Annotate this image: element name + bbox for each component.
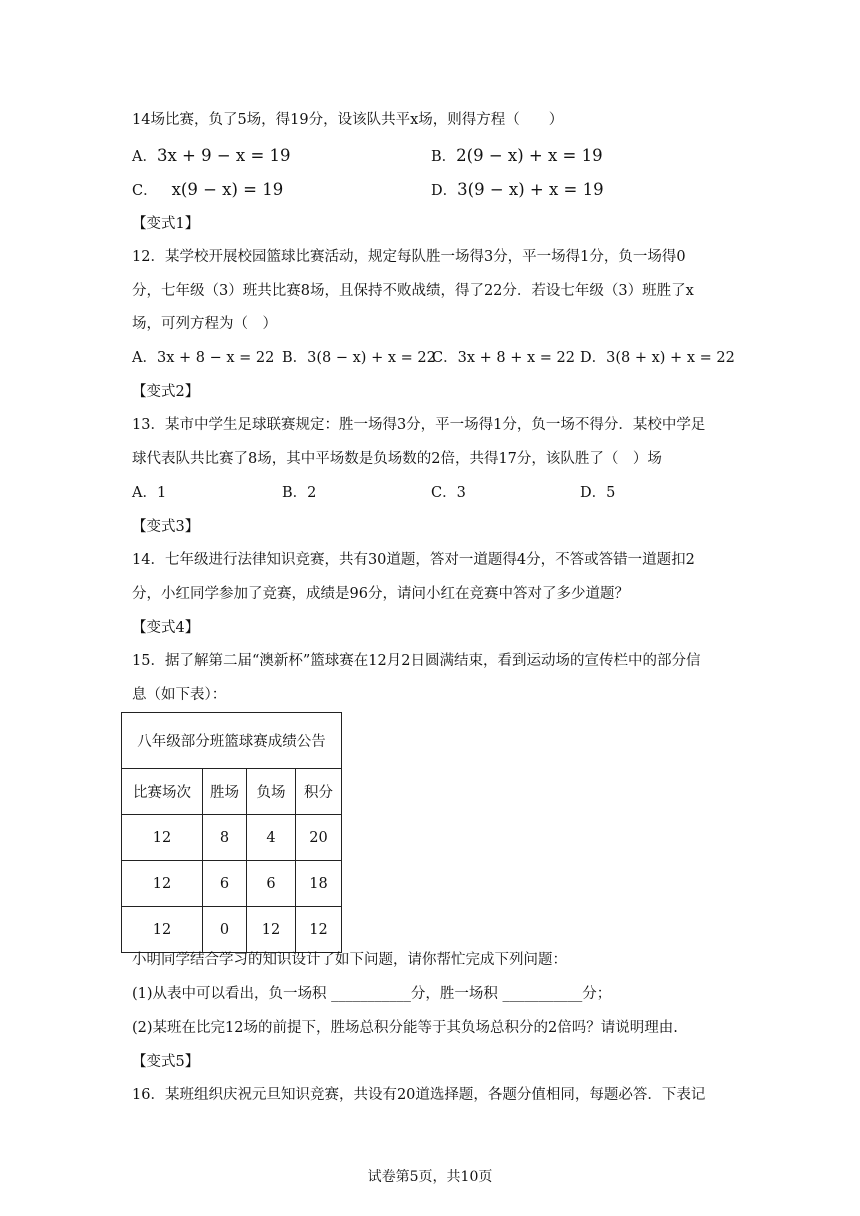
variant-label: 【变式4】 (132, 620, 200, 636)
table-cell: 12 (247, 907, 296, 953)
option-letter: C． (432, 350, 458, 366)
option-letter: B． (431, 149, 457, 165)
option-letter: A． (132, 149, 157, 165)
question-line: 场，可列方程为（ ） (132, 316, 277, 332)
table-header: 胜场 (203, 769, 247, 815)
option-d (431, 180, 604, 201)
option-a (132, 483, 166, 503)
table-cell: 0 (203, 907, 247, 953)
table-header-row (122, 769, 342, 815)
option-d (580, 483, 615, 503)
option-expression: 1 (156, 485, 167, 501)
option-letter: C． (132, 183, 158, 199)
table-title: 八年级部分班篮球赛成绩公告 (122, 713, 342, 769)
variant-label: 【变式5】 (132, 1054, 200, 1070)
question-line: 分，七年级（3）班共比赛8场，且保持不败战绩，得了22分．若设七年级（3）班胜了x (132, 283, 694, 299)
score-table (121, 712, 342, 953)
option-letter: D． (431, 183, 458, 199)
option-expression: 3x + 8 − x = 22 (156, 350, 275, 366)
variant-label: 【变式2】 (132, 384, 200, 400)
option-expression: 3x + 8 + x = 22 (457, 350, 575, 366)
option-b (282, 348, 436, 368)
option-expression: 3(8 − x) + x = 22 (307, 350, 436, 366)
question-line: 球代表队共比赛了8场，其中平场数是负场数的2倍，共得17分，该队胜了（ ）场 (132, 451, 662, 467)
option-expression: 3(9 − x) + x = 19 (457, 180, 604, 199)
option-a (132, 146, 291, 167)
option-letter: D． (580, 350, 607, 366)
table-row (122, 861, 342, 907)
table-cell: 6 (247, 861, 296, 907)
option-expression: x(9 − x) = 19 (171, 180, 284, 199)
question-line: 16．某班组织庆祝元旦知识竞赛，共设有20道选择题，各题分值相同，每题必答．下表记 (132, 1087, 706, 1103)
question-line: 小明同学结合学习的知识设计了如下问题，请你帮忙完成下列问题： (132, 952, 567, 968)
option-expression: 3(8 + x) + x = 22 (606, 350, 735, 366)
question-line: 息（如下表）： (132, 687, 227, 703)
page-footer: 试卷第5页，共10页 (367, 1169, 493, 1185)
option-a (132, 348, 274, 368)
question-line: 13．某市中学生足球联赛规定：胜一场得3分，平一场得1分，负一场不得分．某校中学足 (132, 417, 706, 433)
sub-question-1: (1)从表中可以看出，负一场积 ___________分，胜一场积 ___________分； (132, 986, 612, 1002)
option-b (282, 483, 316, 503)
question-line: 12．某学校开展校园篮球比赛活动，规定每队胜一场得3分，平一场得1分，负一场得0 (132, 249, 686, 265)
option-letter: B． (282, 485, 308, 501)
table-header: 积分 (296, 769, 342, 815)
option-letter: A． (132, 350, 157, 366)
option-c (132, 180, 283, 201)
option-expression: 3 (456, 485, 466, 501)
table-header: 负场 (247, 769, 296, 815)
table-cell: 12 (122, 907, 203, 953)
table-cell: 12 (296, 907, 342, 953)
table-cell: 18 (296, 861, 342, 907)
option-b (431, 146, 603, 167)
option-expression: 5 (606, 485, 616, 501)
question-stem: 14场比赛，负了5场，得19分，设该队共平x场，则得方程（ ） (132, 112, 564, 128)
table-cell: 8 (203, 815, 247, 861)
table-header: 比赛场次 (122, 769, 203, 815)
table-cell: 20 (296, 815, 342, 861)
table-row (122, 907, 342, 953)
question-line: 分，小红同学参加了竞赛，成绩是96分，请问小红在竞赛中答对了多少道题？ (132, 586, 629, 602)
table-cell: 12 (122, 815, 203, 861)
option-expression: 3x + 9 − x = 19 (156, 146, 291, 165)
option-expression: 2(9 − x) + x = 19 (456, 146, 603, 165)
sub-question-2: (2)某班在比完12场的前提下，胜场总积分能等于其负场总积分的2倍吗？请说明理由. (132, 1020, 678, 1036)
option-d (580, 348, 735, 368)
option-expression: 2 (307, 485, 317, 501)
option-c (431, 483, 466, 503)
option-letter: D． (580, 485, 607, 501)
option-letter: A． (132, 485, 157, 501)
variant-label: 【变式3】 (132, 519, 200, 535)
table-row (122, 815, 342, 861)
table-cell: 4 (247, 815, 296, 861)
option-c (432, 348, 575, 368)
question-line: 14．七年级进行法律知识竞赛，共有30道题，答对一道题得4分，不答或答错一道题扣2 (132, 552, 695, 568)
table-cell: 12 (122, 861, 203, 907)
variant-label: 【变式1】 (132, 216, 200, 232)
option-letter: B． (282, 350, 308, 366)
question-line: 15．据了解第二届“澳新杯”篮球赛在12月2日圆满结束，看到运动场的宣传栏中的部分信 (132, 653, 701, 669)
table-cell: 6 (203, 861, 247, 907)
option-letter: C． (431, 485, 457, 501)
